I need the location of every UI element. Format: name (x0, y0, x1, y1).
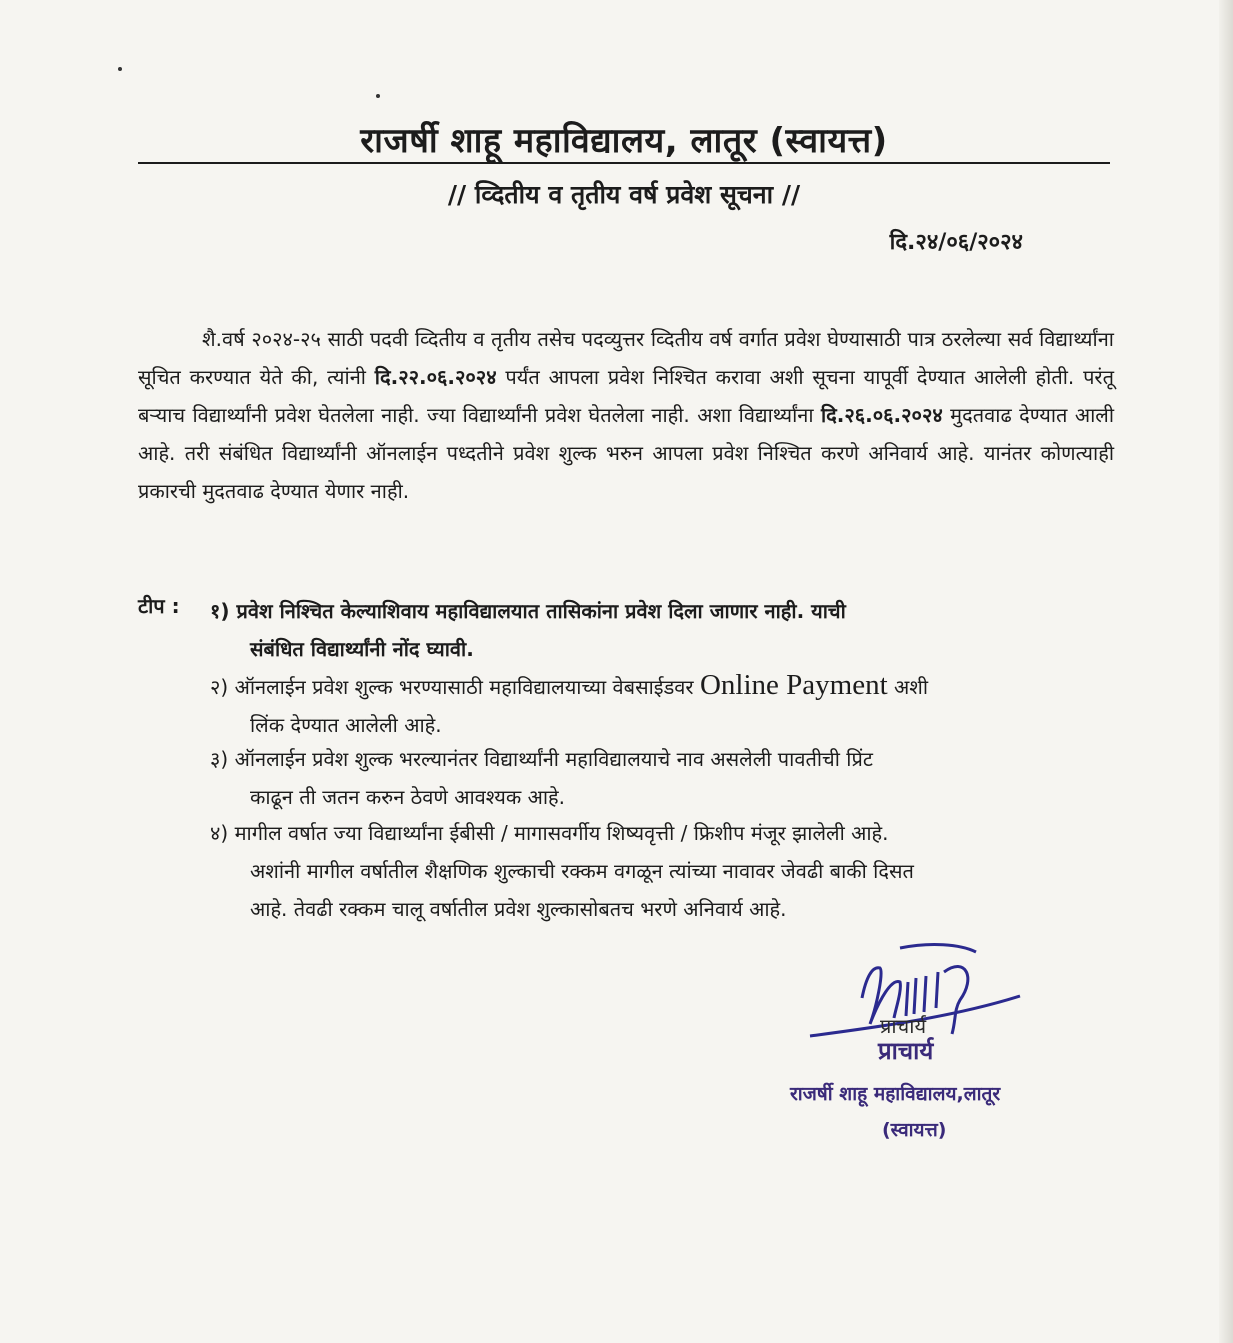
notice-date: दि.२४/०६/२०२४ (889, 230, 1023, 255)
institution-title: राजर्षी शाहू महाविद्यालय, लातूर (स्वायत्त) (360, 121, 888, 161)
stamp-status: (स्वायत्त) (882, 1119, 947, 1141)
note-1-number: १) (210, 599, 230, 623)
title-underline (138, 162, 1110, 164)
signatory-title: प्राचार्य (880, 1014, 927, 1038)
note-1-line-2: संबंधित विद्यार्थ्यांनी नोंद घ्यावी. (250, 637, 474, 661)
note-3-line-2: काढून ती जतन करुन ठेवणे आवश्यक आहे. (250, 785, 566, 809)
note-3 (210, 740, 1116, 816)
note-2-text-pre: ऑनलाईन प्रवेश शुल्क भरण्यासाठी महाविद्यालयाच्या वेबसाईडवर (234, 675, 694, 699)
note-3-line-1: ऑनलाईन प्रवेश शुल्क भरल्यानंतर विद्यार्थ्यांनी महाविद्यालयाचे नाव असलेली पावतीची प्रिंट (234, 747, 873, 771)
note-2-text-post: अशी (894, 675, 929, 699)
para-text-2: पर्यंत आपला प्रवेश निश्चित करावा अशी सूचना यापूर्वी देण्यात आलेली होती. परंतू बऱ्याच विद्यार्थ्यांनी प्रवेश घेतलेला नाही. ज्या विद्यार्थ्यांनी प्रवेश घेतलेला नाही. अशा विद्यार्थ्यांना (138, 365, 1115, 427)
online-payment-text: Online Payment (699, 669, 888, 701)
note-4 (210, 814, 1116, 928)
paper-edge (1219, 0, 1233, 1343)
scan-speck (118, 67, 122, 71)
signature-block (780, 938, 1080, 1148)
note-4-line-3: आहे. तेवढी रक्कम चालू वर्षातील प्रवेश शुल्कासोबतच भरणे अनिवार्य आहे. (250, 897, 787, 921)
note-1 (210, 592, 1116, 668)
para-text-3: मुदतवाढ देण्यात आली आहे. तरी संबंधित विद्यार्थ्यांनी ऑनलाईन पध्दतीने प्रवेश शुल्क भरुन आपला प्रवेश निश्चित करणे अनिवार्य आहे. यानंतर कोणत्याही प्रकारची मुदतवाढ देण्यात येणार नाही. (138, 403, 1115, 503)
stamp-title: प्राचार्य (878, 1037, 934, 1065)
note-4-line-1: मागील वर्षात ज्या विद्यार्थ्यांना ईबीसी / मागासवर्गीय शिष्यवृत्ती / फ्रिशीप मंजूर झालेली आहे. (234, 821, 889, 845)
note-2-number: २) (210, 675, 229, 699)
note-4-number: ४) (210, 821, 229, 845)
deadline-date-1: दि.२२.०६.२०२४ (374, 365, 497, 389)
notes-label: टीप : (138, 594, 180, 618)
note-3-number: ३) (210, 747, 229, 771)
note-2-line-2: लिंक देण्यात आलेली आहे. (250, 713, 442, 737)
main-paragraph (138, 320, 1114, 510)
note-2 (210, 666, 1116, 744)
note-1-line-1: प्रवेश निश्चित केल्याशिवाय महाविद्यालयात तासिकांना प्रवेश दिला जाणार नाही. याची (236, 599, 846, 623)
notice-title: // व्दितीय व तृतीय वर्ष प्रवेश सूचना // (447, 180, 801, 209)
scan-speck (376, 94, 380, 98)
note-4-line-2: अशांनी मागील वर्षातील शैक्षणिक शुल्काची रक्कम वगळून त्यांच्या नावावर जेवढी बाकी दिसत (250, 859, 914, 883)
stamp-institution: राजर्षी शाहू महाविद्यालय,लातूर (790, 1083, 1001, 1105)
para-text-1: शै.वर्ष २०२४-२५ साठी पदवी व्दितीय व तृतीय तसेच पदव्युत्तर व्दितीय वर्ष वर्गात प्रवेश घेण्यासाठी पात्र ठरलेल्या सर्व विद्यार्थ्यांना सूचित करण्यात येते की, त्यांनी (138, 327, 1114, 389)
deadline-date-2: दि.२६.०६.२०२४ (820, 403, 943, 427)
